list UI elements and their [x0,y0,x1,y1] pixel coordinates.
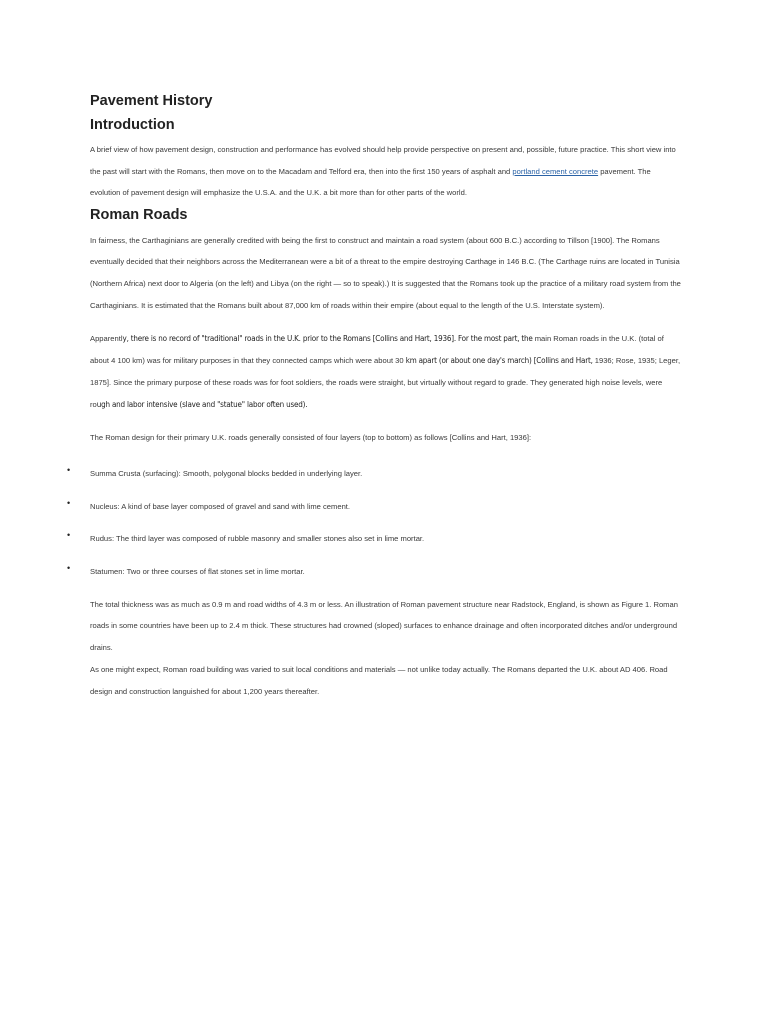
road-layers-list [67,463,682,583]
bullet-icon: • [67,497,71,508]
list-item [67,528,682,550]
list-item [67,496,682,518]
roman-roads-paragraph-3: The Roman design for their primary U.K. roads generally consisted of four layers (top to bottom) as follows [Collins and Hart, 1936]: [90,433,532,443]
list-item-text: Rudus: The third layer was composed of rubble masonry and smaller stones also set in lime mortar. [90,534,425,544]
bullet-icon: • [67,530,71,541]
bullet-icon: • [67,563,71,574]
introduction-paragraph [90,139,682,204]
list-item [67,463,682,485]
p2-part-c: main Roman roads in the U.K. (total of about 4 100 km) was for military purposes in that they connected camps which were about 30 [90,334,664,366]
list-item-text: Summa Crusta (surfacing): Smooth, polygonal blocks bedded in underlying layer. [90,468,363,478]
page-title: Pavement History [90,93,213,109]
p2-part-b: y, there is no record of "traditional" roads in the U.K. prior to the Romans [Collins and Hart, 1936]. For the most part, the [122,334,533,344]
list-item-text: Nucleus: A kind of base layer composed of gravel and sand with lime cement. [90,501,351,511]
p2-part-d: km apart (or about one day's march) [Collins and Hart, [405,356,593,366]
p2-part-e: 1936; Rose, 1935; Leger, 1875]. Since the primary purpose of these roads was for foot soldiers, the roads were straight, but virtually without regard to grade. They generated high noise levels, were ro [90,356,681,409]
roman-roads-paragraph-4: The total thickness was as much as 0.9 m and road widths of 4.3 m or less. An illustration of Roman pavement structure near Radstock, England, is shown as Figure 1. Roman roads in some countries have been up to 2.4 m thick. These structures had crowned (sloped) surfaces to enhance drainage and often incorporated ditches and/or underground drains. [90,599,678,653]
list-item-text: Statumen: Two or three courses of flat stones set in lime mortar. [90,567,305,577]
introduction-text-tail: pavement. The evolution of pavement design will emphasize the U.S.A. and the U.K. a bit more than for other parts of the world. [90,166,651,198]
roman-roads-paragraph-1: In fairness, the Carthaginians are generally credited with being the first to construct and maintain a road system (about 600 B.C.) according to Tillson [1900]. The Romans eventually decided that their neighbors across the Mediterranean were a bit of a threat to the empire destroying Carthage in 146 B.C. (The Carthage ruins are located in Tunisia (Northern Africa) next door to Algeria (on the left) and Libya (on the right — so to speak).) It is suggested that the Romans took up the practice of a military road system from the Carthaginians. It is estimated that the Romans built about 87,000 km of roads within their empire (about equal to the length of the U.S. Interstate system). [90,235,681,310]
introduction-text: A brief view of how pavement design, construction and performance has evolved should help provide perspective on present and, possible, future practice. This short view into the past will start with the Romans, then move on to the Macadam and Telford era, then into the first 150 years of asphalt and [90,145,676,176]
p2-part-f: ugh and labor intensive (slave and "statue" labor often used). [96,399,308,409]
bullet-icon: • [67,464,71,475]
p2-part-a: Apparentl [90,334,123,344]
roman-roads-paragraph-5: As one might expect, Roman road building was varied to suit local conditions and materials — not unlike today actually. The Romans departed the U.K. about AD 406. Road design and construction languished for about 1,200 years thereafter. [90,664,668,696]
article-body [67,93,682,702]
roman-roads-heading: Roman Roads [90,207,188,224]
roman-roads-paragraph-2 [90,328,682,415]
portland-cement-concrete-link[interactable]: portland cement concrete [512,166,599,176]
list-item [67,561,682,583]
introduction-heading: Introduction [90,116,175,133]
